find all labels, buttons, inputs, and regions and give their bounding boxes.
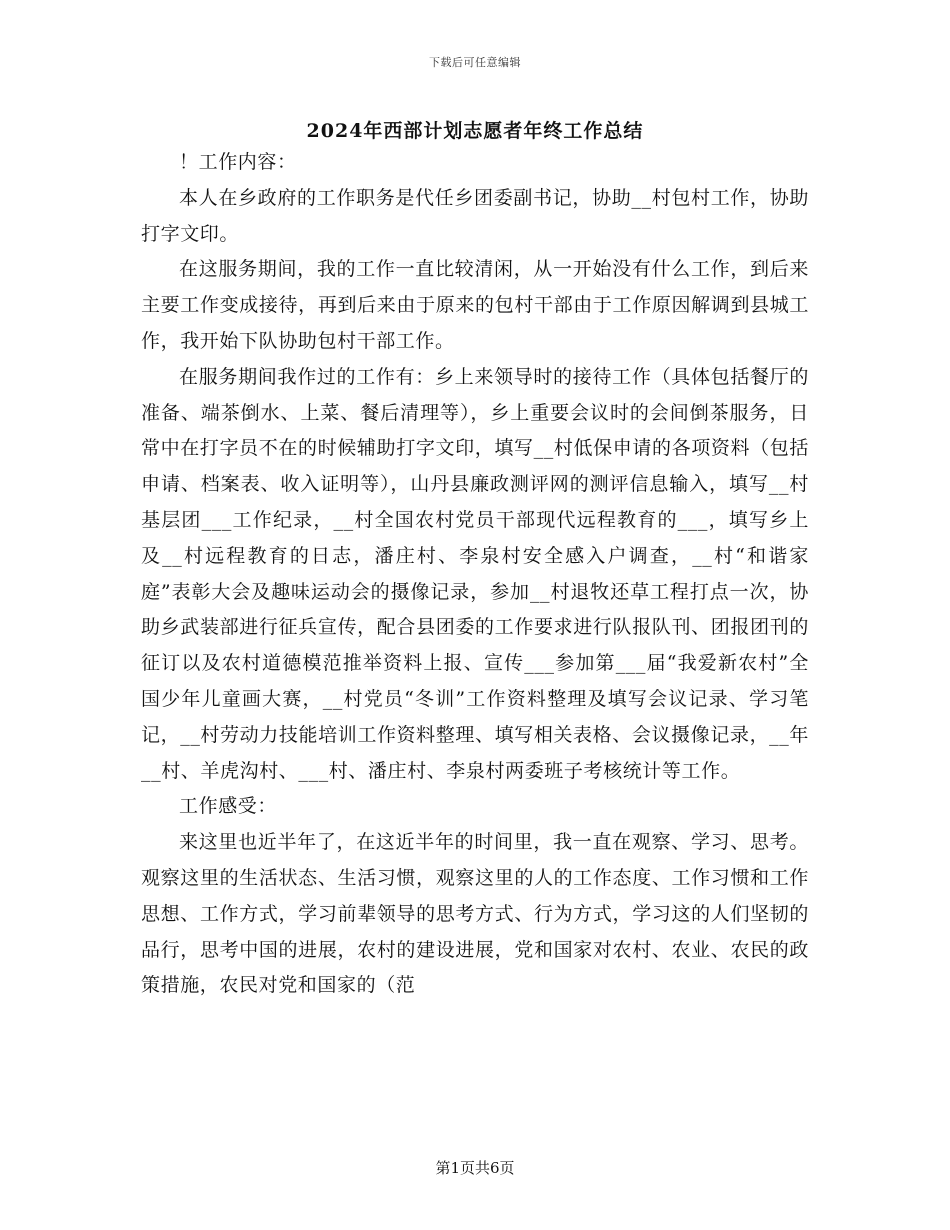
document-body [141, 145, 809, 1004]
section-heading-work-feelings: 工作感受： [179, 795, 278, 818]
header-note: 下载后可任意编辑 [429, 56, 521, 69]
paragraph-job-role: 本人在乡政府的工作职务是代任乡团委副书记，协助__村包村工作，协助打字文印。 [141, 186, 809, 245]
paragraph-service-period: 在这服务期间，我的工作一直比较清闲，从一开始没有什么工作，到后来主要工作变成接待，再到后来由于原来的包村干部由于工作原因解调到县城工作，我开始下队协助包村干部工作。 [141, 258, 809, 352]
document-title: 2024年西部计划志愿者年终工作总结 [306, 120, 644, 142]
paragraph-work-list: 在服务期间我作过的工作有：乡上来领导时的接待工作（具体包括餐厅的准备、端茶倒水、上菜、餐后清理等），乡上重要会议时的会间倒茶服务，日常中在打字员不在的时候辅助打字文印，填写__村低保申请的各项资料（包括申请、档案表、收入证明等），山丹县廉政测评网的测评信息输入，填写__村基层团___工作纪录，__村全国农村党员干部现代远程教育的___，填写乡上及__村远程教育的日志，潘庄村、李泉村安全感入户调查，__村“和谐家庭”表彰大会及趣味运动会的摄像记录，参加__村退牧还草工程打点一次，协助乡武装部进行征兵宣传，配合县团委的工作要求进行队报队刊、团报团刊的征订以及农村道德模范推举资料上报、宣传___参加第___届“我爱新农村”全国少年儿童画大赛，__村党员“冬训”工作资料整理及填写会议记录、学习笔记，__村劳动力技能培训工作资料整理、填写相关表格、会议摄像记录，__年__村、羊虎沟村、___村、潘庄村、李泉村两委班子考核统计等工作。 [141, 365, 809, 782]
page-indicator: 第1页共6页 [435, 1159, 515, 1177]
section-heading-work-content: ！工作内容： [179, 151, 297, 173]
paragraph-reflections: 来这里也近半年了，在这近半年的时间里，我一直在观察、学习、思考。观察这里的生活状态、生活习惯，观察这里的人的工作态度、工作习惯和工作思想、工作方式，学习前辈领导的思考方式、行为方式，学习这的人们坚韧的品行，思考中国的进展，农村的建设进展，党和国家对农村、农业、农民的政策措施，农民对党和国家的（范 [141, 831, 809, 997]
